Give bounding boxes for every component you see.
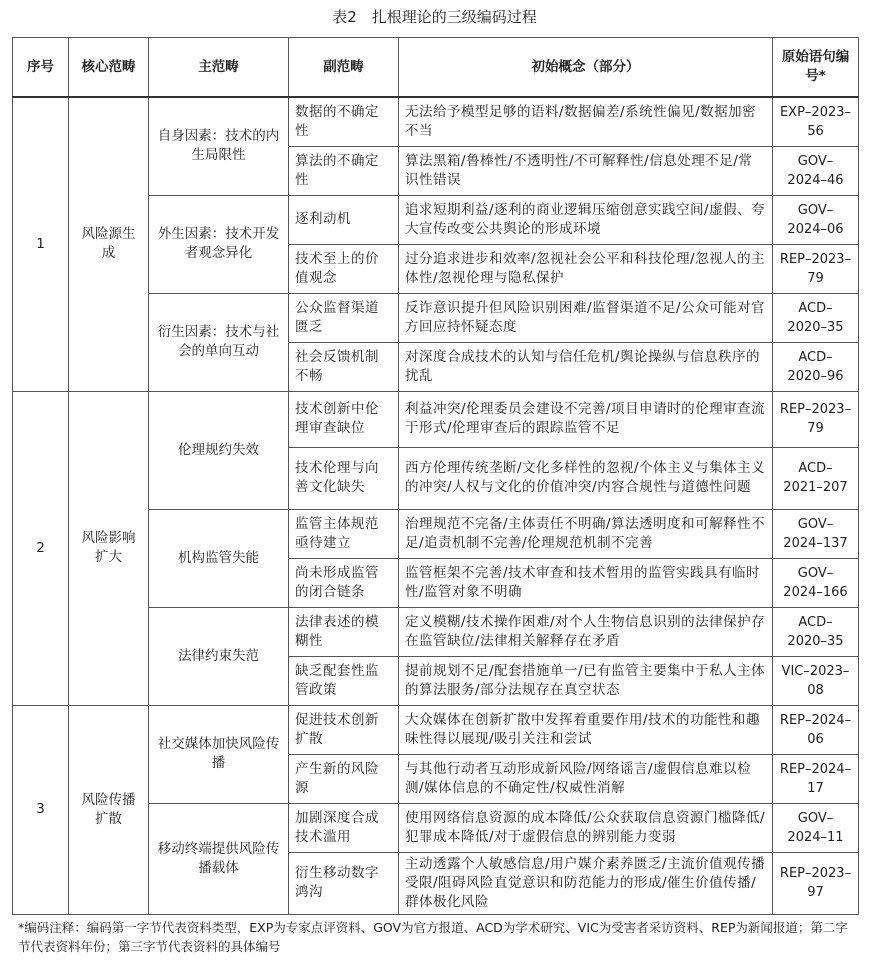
source-code: REP–2023–97: [773, 852, 859, 914]
initial-concepts: 主动透露个人敏感信息/用户媒介素养匮乏/主流价值观传播受限/阻碍风险直觉意识和防范能力的形成/催生价值传播/群体极化风险: [399, 852, 773, 914]
initial-concepts: 过分追求进步和效率/忽视社会公平和科技伦理/忽视人的主体性/忽视伦理与隐私保护: [399, 244, 773, 293]
sub-category: 数据的不确定性: [289, 97, 399, 146]
sub-category: 技术至上的价值观念: [289, 244, 399, 293]
source-code: ACD–2020–96: [773, 342, 859, 391]
initial-concepts: 利益冲突/伦理委员会建设不完善/项目申请时的伦理审查流于形式/伦理审查后的跟踪监管不足: [399, 391, 773, 447]
main-category: 法律约束失范: [149, 607, 289, 705]
header-sub-category: 副范畴: [289, 38, 399, 98]
header-initial-concepts: 初始概念（部分）: [399, 38, 773, 98]
initial-concepts: 与其他行动者互动形成新风险/网络谣言/虚假信息难以检测/媒体信息的不确定性/权威性消解: [399, 754, 773, 803]
main-category: 机构监管失能: [149, 509, 289, 607]
core-category: 风险传播扩散: [69, 705, 149, 914]
initial-concepts: 对深度合成技术的认知与信任危机/舆论操纵与信息秩序的扰乱: [399, 342, 773, 391]
sub-category: 技术伦理与向善文化缺失: [289, 447, 399, 509]
core-category: 风险源生成: [69, 97, 149, 391]
initial-concepts: 大众媒体在创新扩散中发挥着重要作用/技术的功能性和趣味性得以展现/吸引关注和尝试: [399, 705, 773, 754]
coding-table: [12, 37, 859, 915]
sub-category: 缺乏配套性监管政策: [289, 656, 399, 705]
table-row: [13, 97, 859, 146]
sub-category: 公众监督渠道匮乏: [289, 293, 399, 342]
main-category: 社交媒体加快风险传播: [149, 705, 289, 803]
sub-category: 产生新的风险源: [289, 754, 399, 803]
initial-concepts: 使用网络信息资源的成本降低/公众获取信息资源门槛降低/犯罪成本降低/对于虚假信息的辨别能力变弱: [399, 803, 773, 852]
main-category: 自身因素：技术的内生局限性: [149, 97, 289, 195]
initial-concepts: 提前规划不足/配套措施单一/已有监管主要集中于私人主体的算法服务/部分法规存在真空状态: [399, 656, 773, 705]
sub-category: 尚未形成监管的闭合链条: [289, 558, 399, 607]
source-code: ACD–2020–35: [773, 607, 859, 656]
sub-category: 社会反馈机制不畅: [289, 342, 399, 391]
source-code: GOV–2024–166: [773, 558, 859, 607]
initial-concepts: 无法给予模型足够的语料/数据偏差/系统性偏见/数据加密不当: [399, 97, 773, 146]
header-source-code: 原始语句编号*: [773, 38, 859, 98]
table-row: [13, 391, 859, 447]
main-category: 外生因素：技术开发者观念异化: [149, 195, 289, 293]
table-row: [13, 705, 859, 754]
source-code: GOV–2024–06: [773, 195, 859, 244]
initial-concepts: 追求短期利益/逐利的商业逻辑压缩创意实践空间/虚假、夸大宣传改变公共舆论的形成环境: [399, 195, 773, 244]
source-code: EXP–2023–56: [773, 97, 859, 146]
source-code: REP–2024–06: [773, 705, 859, 754]
sub-category: 算法的不确定性: [289, 146, 399, 195]
sub-category: 加剧深度合成技术滥用: [289, 803, 399, 852]
initial-concepts: 监管框架不完善/技术审查和技术暂用的监管实践具有临时性/监管对象不明确: [399, 558, 773, 607]
coding-footnote: *编码注释：编码第一字节代表资料类型，EXP为专家点评资料、GOV为官方报道、ACD为学术研究、VIC为受害者采访资料、REP为新闻报道；第二字节代表资料年份；第三字节代表资料的具体编号: [18, 920, 848, 954]
header-main-category: 主范畴: [149, 38, 289, 98]
source-code: ACD–2020–35: [773, 293, 859, 342]
source-code: GOV–2024–137: [773, 509, 859, 558]
row-index: 2: [13, 391, 69, 705]
main-category: 移动终端提供风险传播载体: [149, 803, 289, 914]
row-index: 3: [13, 705, 69, 914]
sub-category: 促进技术创新扩散: [289, 705, 399, 754]
sub-category: 监管主体规范亟待建立: [289, 509, 399, 558]
core-category: 风险影响扩大: [69, 391, 149, 705]
table-header-row: [13, 38, 859, 98]
sub-category: 衍生移动数字鸿沟: [289, 852, 399, 914]
header-index: 序号: [13, 38, 69, 98]
source-code: ACD–2021–207: [773, 447, 859, 509]
source-code: REP–2024–17: [773, 754, 859, 803]
main-category: 伦理规约失效: [149, 391, 289, 509]
table-caption: 表2 扎根理论的三级编码过程: [332, 8, 537, 26]
initial-concepts: 反诈意识提升但风险识别困难/监督渠道不足/公众可能对官方回应持怀疑态度: [399, 293, 773, 342]
source-code: REP–2023–79: [773, 391, 859, 447]
sub-category: 技术创新中伦理审查缺位: [289, 391, 399, 447]
main-category: 衍生因素：技术与社会的单向互动: [149, 293, 289, 391]
row-index: 1: [13, 97, 69, 391]
initial-concepts: 治理规范不完备/主体责任不明确/算法透明度和可解释性不足/追责机制不完善/伦理规范机制不完善: [399, 509, 773, 558]
sub-category: 逐利动机: [289, 195, 399, 244]
source-code: REP–2023–79: [773, 244, 859, 293]
sub-category: 法律表述的模糊性: [289, 607, 399, 656]
initial-concepts: 定义模糊/技术操作困难/对个人生物信息识别的法律保护存在监管缺位/法律相关解释存在矛盾: [399, 607, 773, 656]
source-code: GOV–2024–11: [773, 803, 859, 852]
initial-concepts: 算法黑箱/鲁棒性/不透明性/不可解释性/信息处理不足/常识性错误: [399, 146, 773, 195]
source-code: VIC–2023–08: [773, 656, 859, 705]
source-code: GOV–2024–46: [773, 146, 859, 195]
header-core-category: 核心范畴: [69, 38, 149, 98]
initial-concepts: 西方伦理传统垄断/文化多样性的忽视/个体主义与集体主义的冲突/人权与文化的价值冲突/内容合规性与道德性问题: [399, 447, 773, 509]
